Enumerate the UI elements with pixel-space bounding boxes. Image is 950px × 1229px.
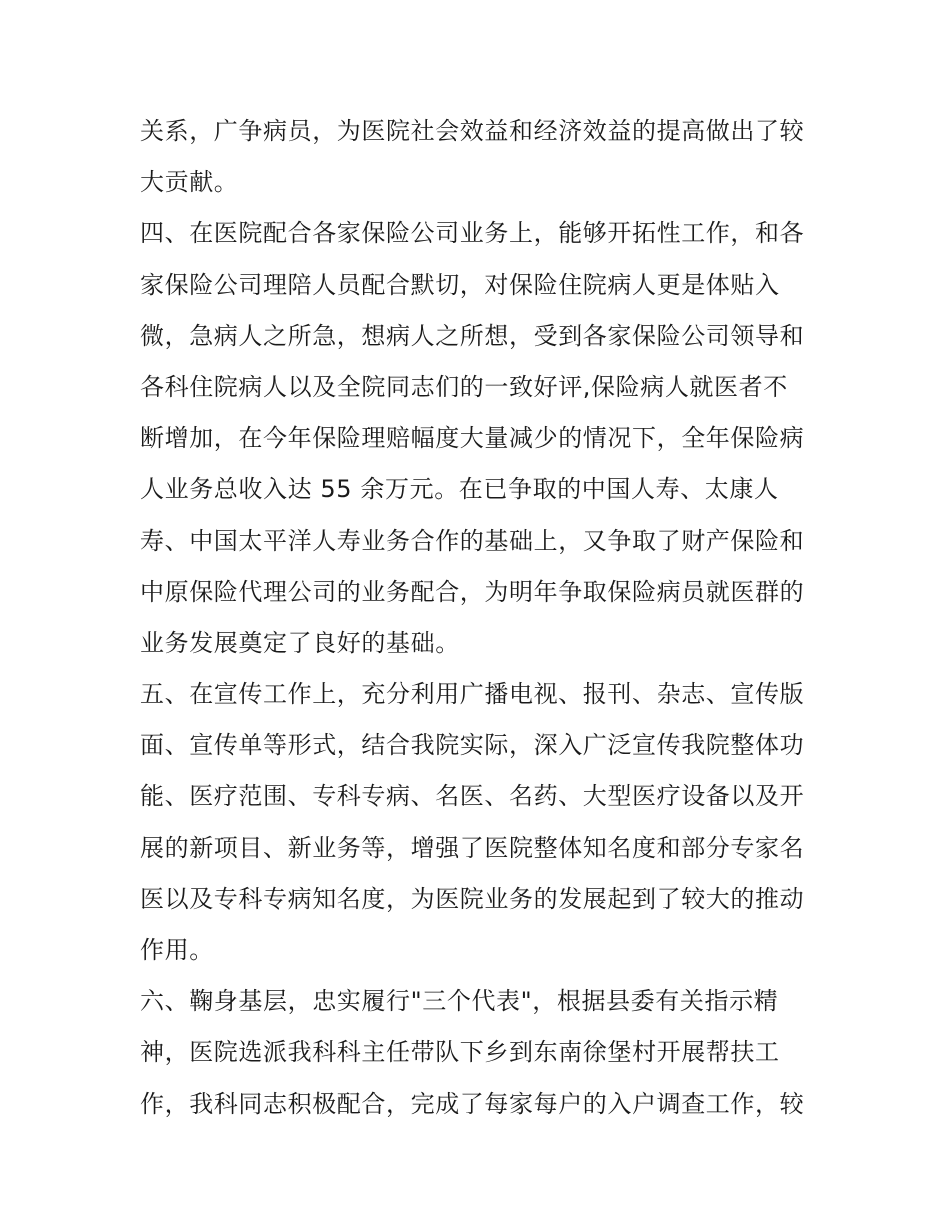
text-line: 作用。: [140, 936, 214, 964]
text-line: 展的新项目、新业务等，增强了医院整体知名度和部分专家名: [140, 833, 805, 862]
body-text: [140, 106, 840, 1130]
text-line: 关系，广争病员，为医院社会效益和经济效益的提高做出了较: [140, 117, 805, 145]
text-line: 微，急病人之所急，想病人之所想，受到各家保险公司领导和: [140, 321, 805, 350]
text-line: 家保险公司理陪人员配合默切，对保险住院病人更是体贴入: [140, 270, 780, 299]
text-line: 断增加，在今年保险理赔幅度大量减少的情况下，全年保险病: [140, 424, 805, 453]
text-line: 业务发展奠定了良好的基础。: [140, 628, 460, 657]
text-line: 六、鞠身基层，忠实履行"三个代表"，根据县委有关指示精: [140, 987, 779, 1016]
text-line: 人业务总收入达 55 余万元。在已争取的中国人寿、太康人: [140, 475, 779, 504]
text-line: 五、在宣传工作上，充分利用广播电视、报刊、杂志、宣传版: [140, 680, 805, 709]
text-line: 各科住院病人以及全院同志们的一致好评,保险病人就医者不: [140, 372, 788, 401]
text-line: 大贡献。: [140, 168, 239, 197]
text-line: 能、医疗范围、专科专病、名医、名药、大型医疗设备以及开: [140, 782, 805, 811]
text-line: 寿、中国太平洋人寿业务合作的基础上，又争取了财产保险和: [140, 526, 805, 555]
text-line: 神，医院选派我科科主任带队下乡到东南徐堡村开展帮扶工: [140, 1038, 780, 1067]
text-line: 作，我科同志积极配合，完成了每家每户的入户调查工作，较: [140, 1089, 805, 1118]
text-line: 医以及专科专病知名度，为医院业务的发展起到了较大的推动: [140, 884, 805, 913]
text-line: 四、在医院配合各家保险公司业务上，能够开拓性工作，和各: [140, 219, 805, 248]
text-line: 面、宣传单等形式，结合我院实际，深入广泛宣传我院整体功: [140, 731, 805, 760]
text-line: 中原保险代理公司的业务配合，为明年争取保险病员就医群的: [140, 577, 805, 606]
